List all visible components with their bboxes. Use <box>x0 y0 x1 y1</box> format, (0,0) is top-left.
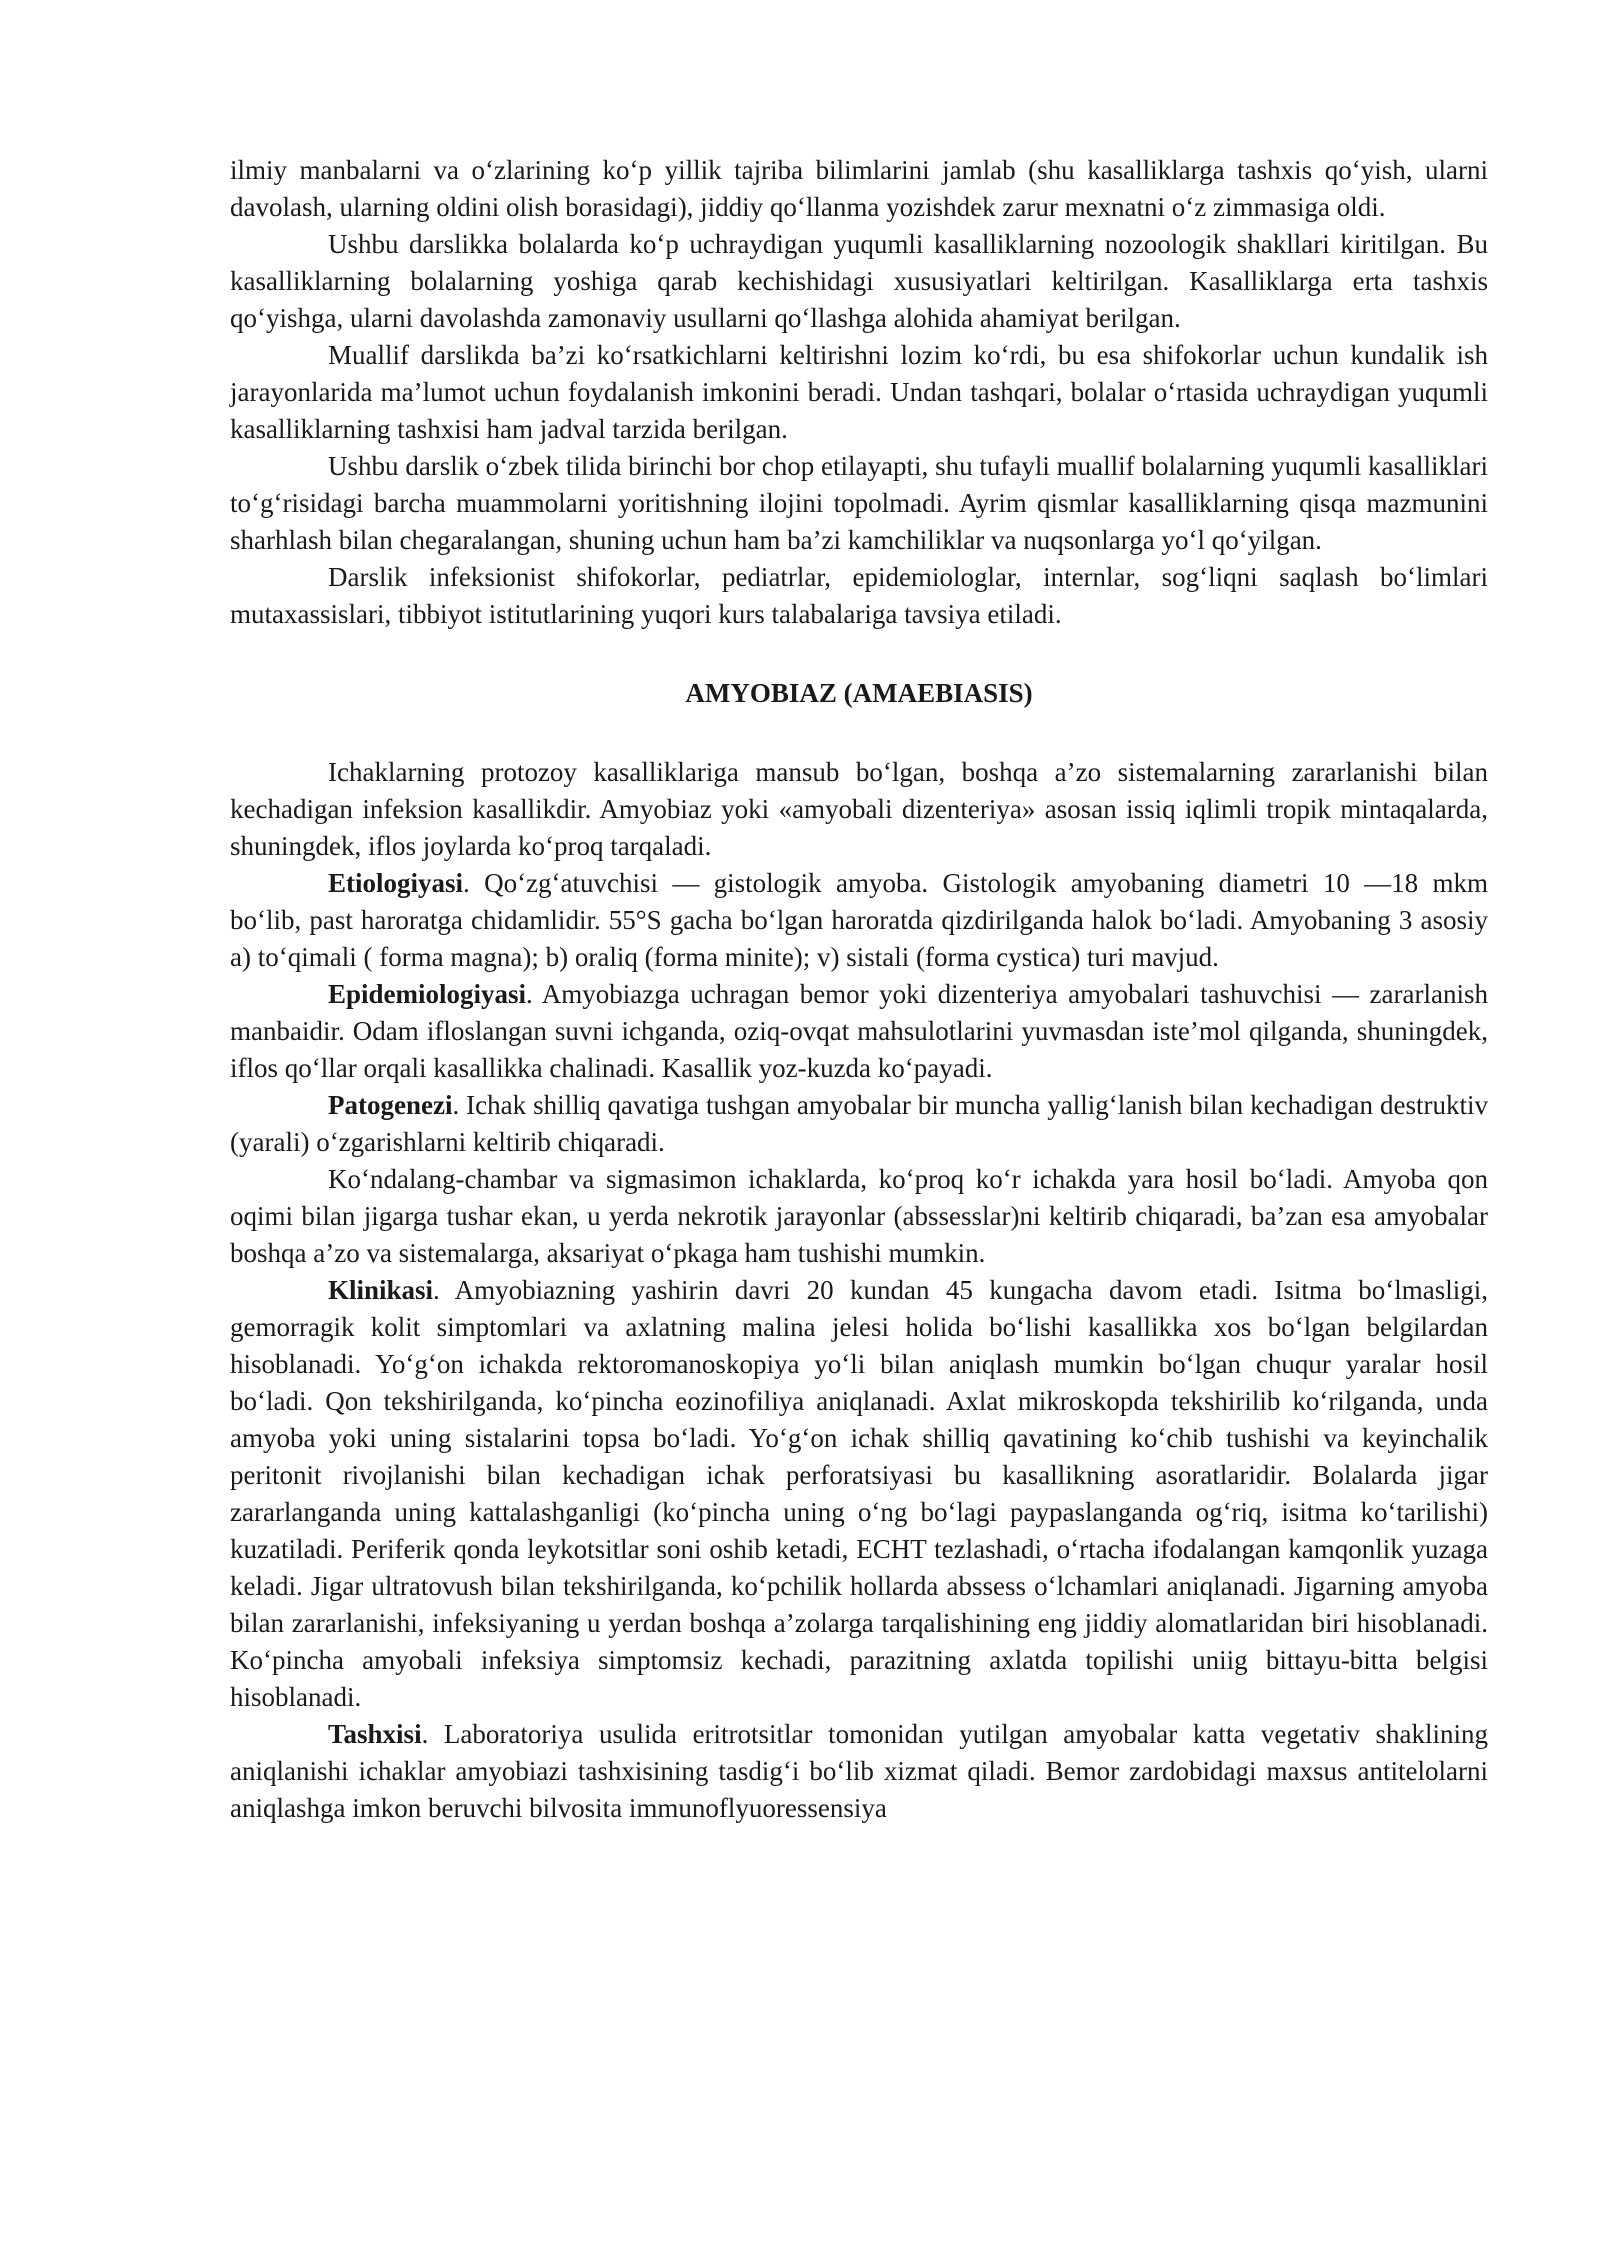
epidemiology-paragraph <box>230 976 1488 1087</box>
diagnosis-heading: Tashxisi <box>328 1719 422 1749</box>
intro-paragraph-4: Ushbu darslik o‘zbek tilida birinchi bor chop etilayapti, shu tufayli muallif bolalarning yuqumli kasalliklari to‘g‘risidagi barcha muammolarni yoritishning ilojini topolmadi. Ayrim qismlar kasalliklarning qisqa mazmunini sharhlash bilan chegaralangan, shuning uchun ham ba’zi kamchiliklar va nuqsonlarga yo‘l qo‘yilgan. <box>230 451 1488 555</box>
section-title: AMYOBIAZ (AMAEBIASIS) <box>685 678 1033 708</box>
etiology-heading: Etiologiyasi <box>328 868 464 898</box>
clinic-paragraph <box>230 1272 1488 1716</box>
etiology-text: . Qo‘zg‘atuvchisi — gistologik amyoba. Gistologik amyobaning diametri 10 —18 mkm bo‘lib, past haroratga chidamlidir. 55°S gacha bo‘lgan haroratda qizdirilganda halok bo‘ladi. Amyobaning 3 asosiy a) to‘qimali ( forma magna); b) oraliq (forma minite); v) sistali (forma cystica) turi mavjud. <box>230 868 1488 972</box>
pathogenesis-heading: Patogenezi <box>328 1090 453 1120</box>
pathogenesis-paragraph <box>230 1087 1488 1161</box>
epidemiology-heading: Epidemiologiyasi <box>328 979 527 1009</box>
ulcers-paragraph: Ko‘ndalang-chambar va sigmasimon ichaklarda, ko‘proq ko‘r ichakda yara hosil bo‘ladi. Amyoba qon oqimi bilan jigarga tushar ekan, u yerda nekrotik jarayonlar (abssesslar)ni keltirib chiqaradi, ba’zan esa amyobalar boshqa a’zo va sistemalarga, aksariyat o‘pkaga ham tushishi mumkin. <box>230 1164 1488 1268</box>
intro-paragraph-5: Darslik infeksionist shifokorlar, pediatrlar, epidemiologlar, internlar, sog‘liqni saqlash bo‘limlari mutaxassislari, tibbiyot istitutlarining yuqori kurs talabalariga tavsiya etiladi. <box>230 562 1488 629</box>
clinic-text: . Amyobiazning yashirin davri 20 kundan 45 kungacha davom etadi. Isitma bo‘lmasligi, gemorragik kolit simptomlari va axlatning malina jelesi holida bo‘lishi kasallikka xos bo‘lgan belgilardan hisoblanadi. Yo‘g‘on ichakda rektoromanoskopiya yo‘li bilan aniqlash mumkin bo‘lgan chuqur yaralar hosil bo‘ladi. Qon tekshirilganda, ko‘pincha eozinofiliya aniqlanadi. Axlat mikroskopda tekshirilib ko‘rilganda, unda amyoba yoki uning sistalarini topsa bo‘ladi. Yo‘g‘on ichak shilliq qavatining ko‘chib tushishi va keyinchalik peritonit rivojlanishi bilan kechadigan ichak perforatsiyasi bu kasallikning asoratlaridir. Bolalarda jigar zararlanganda uning kattalashganligi (ko‘pincha uning o‘ng bo‘lagi paypaslanganda og‘riq, isitma ko‘tarilishi) kuzatiladi. Periferik qonda leykotsitlar soni oshib ketadi, ECHT tezlashadi, o‘rtacha ifodalangan kamqonlik yuzaga keladi. Jigar ultratovush bilan tekshirilganda, ko‘pchilik hollarda abssess o‘lchamlari aniqlanadi. Jigarning amyoba bilan zararlanishi, infeksiyaning u yerdan boshqa a’zolarga tarqalishining eng jiddiy alomatlaridan biri hisoblanadi. Ko‘pincha amyobali infeksiya simptomsiz kechadi, parazitning axlatda topilishi uniig bittayu-bitta belgisi hisoblanadi. <box>230 1275 1488 1712</box>
intro-paragraph-2: Ushbu darslikka bolalarda ko‘p uchraydigan yuqumli kasalliklarning nozoologik shakllari kiritilgan. Bu kasalliklarning bolalarning yoshiga qarab kechishidagi xususiyatlari keltirilgan. Kasalliklarga erta tashxis qo‘yishga, ularni davolashda zamonaviy usullarni qo‘llashga alohida ahamiyat berilgan. <box>230 229 1488 333</box>
epidemiology-text: . Amyobiazga uchragan bemor yoki dizenteriya amyobalari tashuvchisi — zararlanish manbaidir. Odam ifloslangan suvni ichganda, oziq-ovqat mahsulotlarini yuvmasdan iste’mol qilganda, shuningdek, iflos qo‘llar orqali kasallikka chalinadi. Kasallik yoz-kuzda ko‘payadi. <box>230 979 1488 1083</box>
document-page <box>230 152 1488 1827</box>
intro-paragraph-1: ilmiy manbalarni va o‘zlarining ko‘p yillik tajriba bilimlarini jamlab (shu kasalliklarga tashxis qo‘yish, ularni davolash, ularning oldini olish borasidagi), jiddiy qo‘llanma yozishdek zarur mexnatni o‘z zimmasiga oldi. <box>230 155 1488 222</box>
diagnosis-paragraph <box>230 1716 1488 1827</box>
pathogenesis-text: . Ichak shilliq qavatiga tushgan amyobalar bir muncha yallig‘lanish bilan kechadigan destruktiv (yarali) o‘zgarishlarni keltirib chiqaradi. <box>230 1090 1488 1157</box>
etiology-paragraph <box>230 865 1488 976</box>
diagnosis-text: . Laboratoriya usulida eritrotsitlar tomonidan yutilgan amyobalar katta vegetativ shaklining aniqlanishi ichaklar amyobiazi tashxisining tasdig‘i bo‘lib xizmat qiladi. Bemor zardobidagi maxsus antitelolarni aniqlashga imkon beruvchi bilvosita immunoflyuoressensiya <box>230 1719 1488 1823</box>
intro-paragraph-3: Muallif darslikda ba’zi ko‘rsatkichlarni keltirishni lozim ko‘rdi, bu esa shifokorlar uchun kundalik ish jarayonlarida ma’lumot uchun foydalanish imkonini beradi. Undan tashqari, bolalar o‘rtasida uchraydigan yuqumli kasalliklarning tashxisi ham jadval tarzida berilgan. <box>230 340 1488 444</box>
clinic-heading: Klinikasi <box>328 1275 434 1305</box>
section-intro-paragraph: Ichaklarning protozoy kasalliklariga mansub bo‘lgan, boshqa a’zo sistemalarning zararlanishi bilan kechadigan infeksion kasallikdir. Amyobiaz yoki «amyobali dizenteriya» asosan issiq iqlimli tropik mintaqalarda, shuningdek, iflos joylarda ko‘proq tarqaladi. <box>230 757 1488 861</box>
